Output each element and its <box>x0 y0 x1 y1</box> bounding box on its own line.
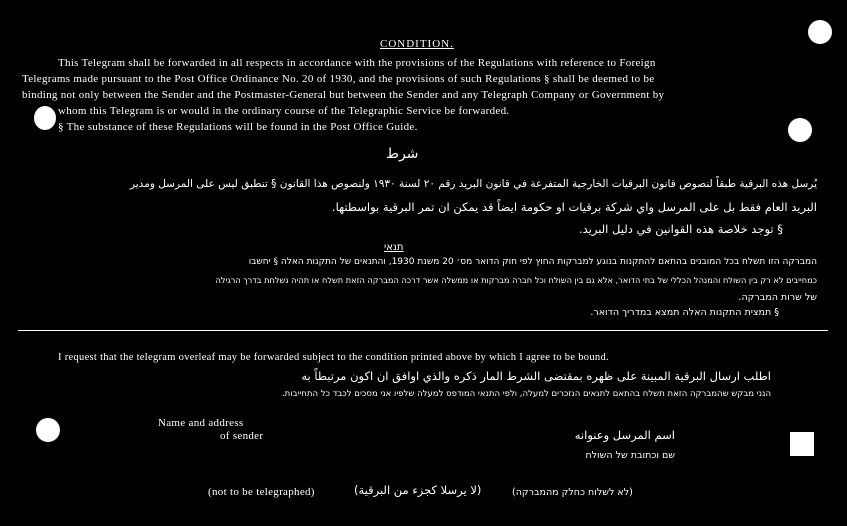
sender-label-english-2: of sender <box>220 430 264 442</box>
sender-label-english-1: Name and address <box>158 417 244 429</box>
condition-line-english-4: whom this Telegram is or would in the ordinary course of the Telegraphic Service be forwarded. <box>58 105 510 117</box>
section-divider <box>18 330 828 331</box>
condition-line-english-1: This Telegram shall be forwarded in all respects in accordance with the provisions of the Regulations with reference to Foreign <box>58 57 656 69</box>
request-line-hebrew: הנני מבקש שהמברקה הזאת תשלח בהתאם לתנאים הנזכרים למעלה, ולפי התנאי המודפס למעלה שלפיו אני מסכים לכבד כל התחייבות. <box>281 389 771 399</box>
footer-note-hebrew: (לא לשלוח כחלק מהמברקה) <box>512 487 633 498</box>
punch-hole-right <box>788 118 812 142</box>
condition-line-arabic-1: يُرسل هذه البرقية طبقاً لنصوص قانون البرقيات الخارجية المتفرعة في قانون البريد رقم ٢٠ لسنة ١٩٣٠ ولنصوص هذا القانون § تنطبق ليس على المرسل ومدير <box>129 178 817 190</box>
condition-line-hebrew-2: כמחייבים לא רק בין השולח והמנהל הכללי של בתי הדואר, אלא גם בין השולח וכל חברה מברקות או ממשלה אשר דרכה המברקה הזאת תשלח או תהיה נשלחת בדרך הרגילה <box>215 275 817 285</box>
condition-line-arabic-2: البريد العام فقط بل على المرسل واي شركة برقيات او حكومة ايضاً قد يمكن ان تمر البرقية بواسطتها. <box>331 200 817 214</box>
punch-hole-lower-left <box>36 418 60 442</box>
punch-hole-upper-left <box>34 106 56 130</box>
request-line-arabic: اطلب ارسال البرقية المبينة على ظهره بمقتضى الشرط المار ذكره والذي اوافق ان اكون مرتبطاً به <box>301 369 771 383</box>
request-line-english: I request that the telegram overleaf may be forwarded subject to the condition printed above by which I agree to be bound. <box>58 352 609 363</box>
condition-line-english-5: § The substance of these Regulations will be found in the Post Office Guide. <box>58 121 418 133</box>
condition-heading-arabic: شرط <box>386 146 419 162</box>
condition-heading-english: CONDITION. <box>380 38 454 50</box>
footer-note-english: (not to be telegraphed) <box>208 486 315 498</box>
sender-label-arabic: اسم المرسل وعنوانه <box>574 428 675 442</box>
sender-label-hebrew: שם וכתובת של השולח <box>585 450 675 461</box>
punch-hole-top-right <box>808 20 832 44</box>
condition-line-hebrew-3: של שרות המברקה. <box>738 292 817 303</box>
footer-note-arabic: (لا يرسلا كجزء من البرقية) <box>354 483 482 497</box>
condition-line-english-2: Telegrams made pursuant to the Post Office Ordinance No. 20 of 1930, and the provisions of such Regulations § shall be deemed to be <box>22 73 655 85</box>
condition-line-english-3: binding not only between the Sender and the Postmaster-General but between the Sender and any Telegraph Company or Government by <box>22 89 665 101</box>
condition-heading-hebrew: תנאי <box>384 242 404 253</box>
condition-line-hebrew-4: § תמצית התקנות האלה תמצא במדריך הדואר. <box>590 307 779 318</box>
marker-square <box>790 432 814 456</box>
condition-line-hebrew-1: המברקה הזו תשלח בכל המובנים בהתאם להתקנות בנוגע למברקות החוץ לפי חוק הדואר מס׳ 20 משנת 1930, והתנאים של התקנות האלה § יחשבו <box>248 257 817 267</box>
condition-line-arabic-3: § توجد خلاصة هذه القوانين في دليل البريد. <box>578 222 783 236</box>
